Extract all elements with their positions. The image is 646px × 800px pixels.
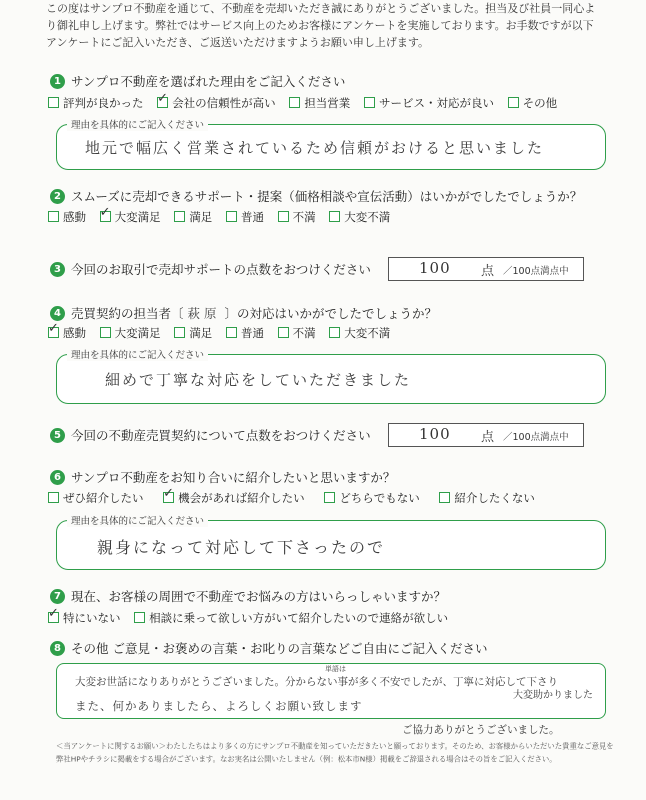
checkbox[interactable] — [226, 211, 237, 222]
thanks-text: ご協力ありがとうございました。 — [402, 724, 560, 736]
q3-score-unit: 点 — [481, 264, 495, 279]
question-2-text: スムーズに売却できるサポート・提案（価格相談や宣伝活動）はいかがでしたでしょうか？ — [71, 189, 583, 204]
question-7-text: 現在、お客様の周囲で不動産でお悩みの方はいらっしゃいますか？ — [71, 589, 447, 604]
checkbox[interactable] — [48, 492, 59, 503]
q3-score-box[interactable] — [388, 257, 584, 281]
question-number-7: 7 — [50, 589, 65, 604]
q5-score-box[interactable] — [388, 423, 584, 447]
q1-option-sales-rep[interactable]: 担当営業 — [289, 95, 350, 111]
intro-line-2: り御礼申し上げます。弊社ではサービス向上のためお客様にアンケートを実施しております。お手数ですが以下 — [46, 19, 594, 32]
q8-handwritten-line-2: また、何かありましたら、よろしくお願い致します — [75, 699, 363, 713]
checkbox[interactable] — [364, 97, 375, 108]
q7-option-2[interactable]: 相談に乗って欲しい方がいて紹介したいので連絡が欲しい — [134, 610, 448, 626]
question-4-options — [48, 325, 400, 341]
checkbox-checked[interactable] — [157, 97, 168, 108]
question-7-options — [48, 610, 458, 626]
checkbox[interactable] — [329, 211, 340, 222]
reason-label: 理由を具体的にご記入ください — [67, 513, 208, 527]
q2-option-5[interactable]: 不満 — [278, 209, 316, 225]
q8-handwritten-line-1: 大変お世話になりありがとうございました。分からない事が多く不安でしたが、丁寧に対応して下さり — [75, 676, 558, 688]
checkbox[interactable] — [100, 327, 111, 338]
q4-option-1[interactable]: ✓感動 — [48, 325, 86, 341]
question-number-5: 5 — [50, 428, 65, 443]
q1-option-reputation[interactable]: 評判が良かった — [48, 95, 144, 111]
question-8 — [50, 641, 487, 657]
question-6 — [50, 470, 395, 486]
q2-option-4[interactable]: 普通 — [226, 209, 264, 225]
question-3-text: 今回のお取引で売却サポートの点数をおつけください — [71, 262, 371, 277]
q5-score-unit: 点 — [481, 430, 495, 445]
q4-option-3[interactable]: 満足 — [174, 325, 212, 341]
q4-reason-box[interactable] — [56, 350, 606, 404]
q4-option-5[interactable]: 不満 — [278, 325, 316, 341]
question-4-text-after: 〕の対応はいかがでしたでしょうか？ — [224, 306, 438, 321]
reason-label: 理由を具体的にご記入ください — [67, 117, 208, 131]
checkbox[interactable] — [289, 97, 300, 108]
question-6-text: サンプロ不動産をお知り合いに紹介したいと思いますか？ — [71, 470, 396, 485]
question-1 — [50, 74, 345, 90]
q2-option-2[interactable]: ✓ 大変満足 — [100, 209, 161, 225]
question-1-text: サンプロ不動産を選ばれた理由をご記入ください — [71, 74, 346, 89]
footer-line-2: 弊社HPやチラシに掲載をする場合がございます。なお実名は公開いたしません（例：松本市N様）掲載をご辞退される場合はその旨をご記入ください。 — [56, 754, 557, 764]
q1-option-service[interactable]: サービス・対応が良い — [364, 95, 494, 111]
question-number-6: 6 — [50, 470, 65, 485]
checkbox-checked[interactable] — [48, 612, 59, 623]
q6-option-2[interactable]: ✓ 機会があれば紹介したい — [163, 490, 305, 506]
q2-option-6[interactable]: 大変不満 — [329, 209, 390, 225]
q4-option-2[interactable]: 大変満足 — [100, 325, 161, 341]
question-number-8: 8 — [50, 641, 65, 656]
question-4 — [50, 306, 437, 322]
q7-option-1[interactable]: ✓特にいない — [48, 610, 121, 626]
question-2-options — [48, 209, 400, 225]
q2-option-3[interactable]: 満足 — [174, 209, 212, 225]
question-8-text: その他 ご意見・お褒めの言葉・お叱りの言葉などご自由にご記入ください — [71, 641, 488, 656]
q4-option-4[interactable]: 普通 — [226, 325, 264, 341]
question-1-options — [48, 95, 567, 111]
question-number-2: 2 — [50, 189, 65, 204]
question-7 — [50, 589, 446, 605]
checkbox[interactable] — [48, 97, 59, 108]
q1-handwritten-answer: 地元で幅広く営業されているため信頼がおけると思いました — [85, 139, 545, 157]
question-2 — [50, 189, 582, 205]
q5-score-value: 100 — [419, 425, 451, 443]
q4-option-6[interactable]: 大変不満 — [329, 325, 390, 341]
checkbox[interactable] — [278, 211, 289, 222]
question-5-text: 今回の不動産売買契約について点数をおつけください — [71, 428, 371, 443]
reason-label: 理由を具体的にご記入ください — [67, 347, 208, 361]
checkbox[interactable] — [174, 327, 185, 338]
q2-option-1[interactable]: 感動 — [48, 209, 86, 225]
q8-free-comment-box[interactable] — [56, 663, 606, 719]
question-number-3: 3 — [50, 262, 65, 277]
checkbox[interactable] — [324, 492, 335, 503]
checkbox-checked[interactable] — [100, 211, 111, 222]
q6-option-1[interactable]: ぜひ紹介したい — [48, 490, 144, 506]
checkbox[interactable] — [48, 211, 59, 222]
checkbox[interactable] — [508, 97, 519, 108]
q6-handwritten-answer: 親身になって対応して下さったので — [97, 538, 386, 557]
checkbox[interactable] — [278, 327, 289, 338]
q1-option-other[interactable]: その他 — [508, 95, 558, 111]
q6-option-3[interactable]: どちらでもない — [324, 490, 419, 506]
question-6-options — [48, 490, 545, 506]
q6-option-4[interactable]: 紹介したくない — [439, 490, 535, 506]
checkbox-checked[interactable] — [48, 327, 59, 338]
intro-text — [46, 0, 631, 51]
checkbox[interactable] — [226, 327, 237, 338]
q3-score-value: 100 — [419, 259, 451, 277]
q8-handwritten-line-1b: 大変助かりました — [513, 690, 593, 701]
checkbox[interactable] — [439, 492, 450, 503]
question-number-4: 4 — [50, 306, 65, 321]
question-4-text-before: 売買契約の担当者〔 — [71, 306, 184, 321]
q5-score-max: ／100点満点中 — [503, 432, 569, 443]
intro-line-1: この度はサンプロ不動産を通じて、不動産を売却いただき誠にありがとうございました。担当及び社員一同心よ — [46, 2, 596, 15]
q1-reason-box[interactable] — [56, 120, 606, 170]
checkbox[interactable] — [329, 327, 340, 338]
q4-handwritten-answer: 細めで丁寧な対応をしていただきました — [105, 371, 412, 389]
checkbox[interactable] — [134, 612, 145, 623]
question-number-1: 1 — [50, 74, 65, 89]
intro-line-3: アンケートにご記入いただき、ご返送いただけますようお願い申し上げます。 — [46, 36, 430, 49]
question-3 — [50, 262, 371, 278]
checkbox-checked[interactable] — [163, 492, 174, 503]
footer-notice — [56, 740, 626, 766]
footer-line-1: ＜当アンケートに関するお願い＞わたしたちはより多くの方にサンプロ不動産を知っていただきたいと願っております。そのため、お客様からいただいた貴重なご意見を — [56, 741, 614, 751]
agent-name-handwritten: 萩原 — [187, 306, 221, 321]
question-5 — [50, 428, 371, 444]
q6-reason-box[interactable] — [56, 516, 606, 570]
checkbox[interactable] — [174, 211, 185, 222]
q1-option-reliability[interactable]: ✓ 会社の信頼性が高い — [157, 95, 276, 111]
q8-handwritten-insert: 単語は — [325, 665, 346, 673]
q3-score-max: ／100点満点中 — [503, 266, 569, 277]
